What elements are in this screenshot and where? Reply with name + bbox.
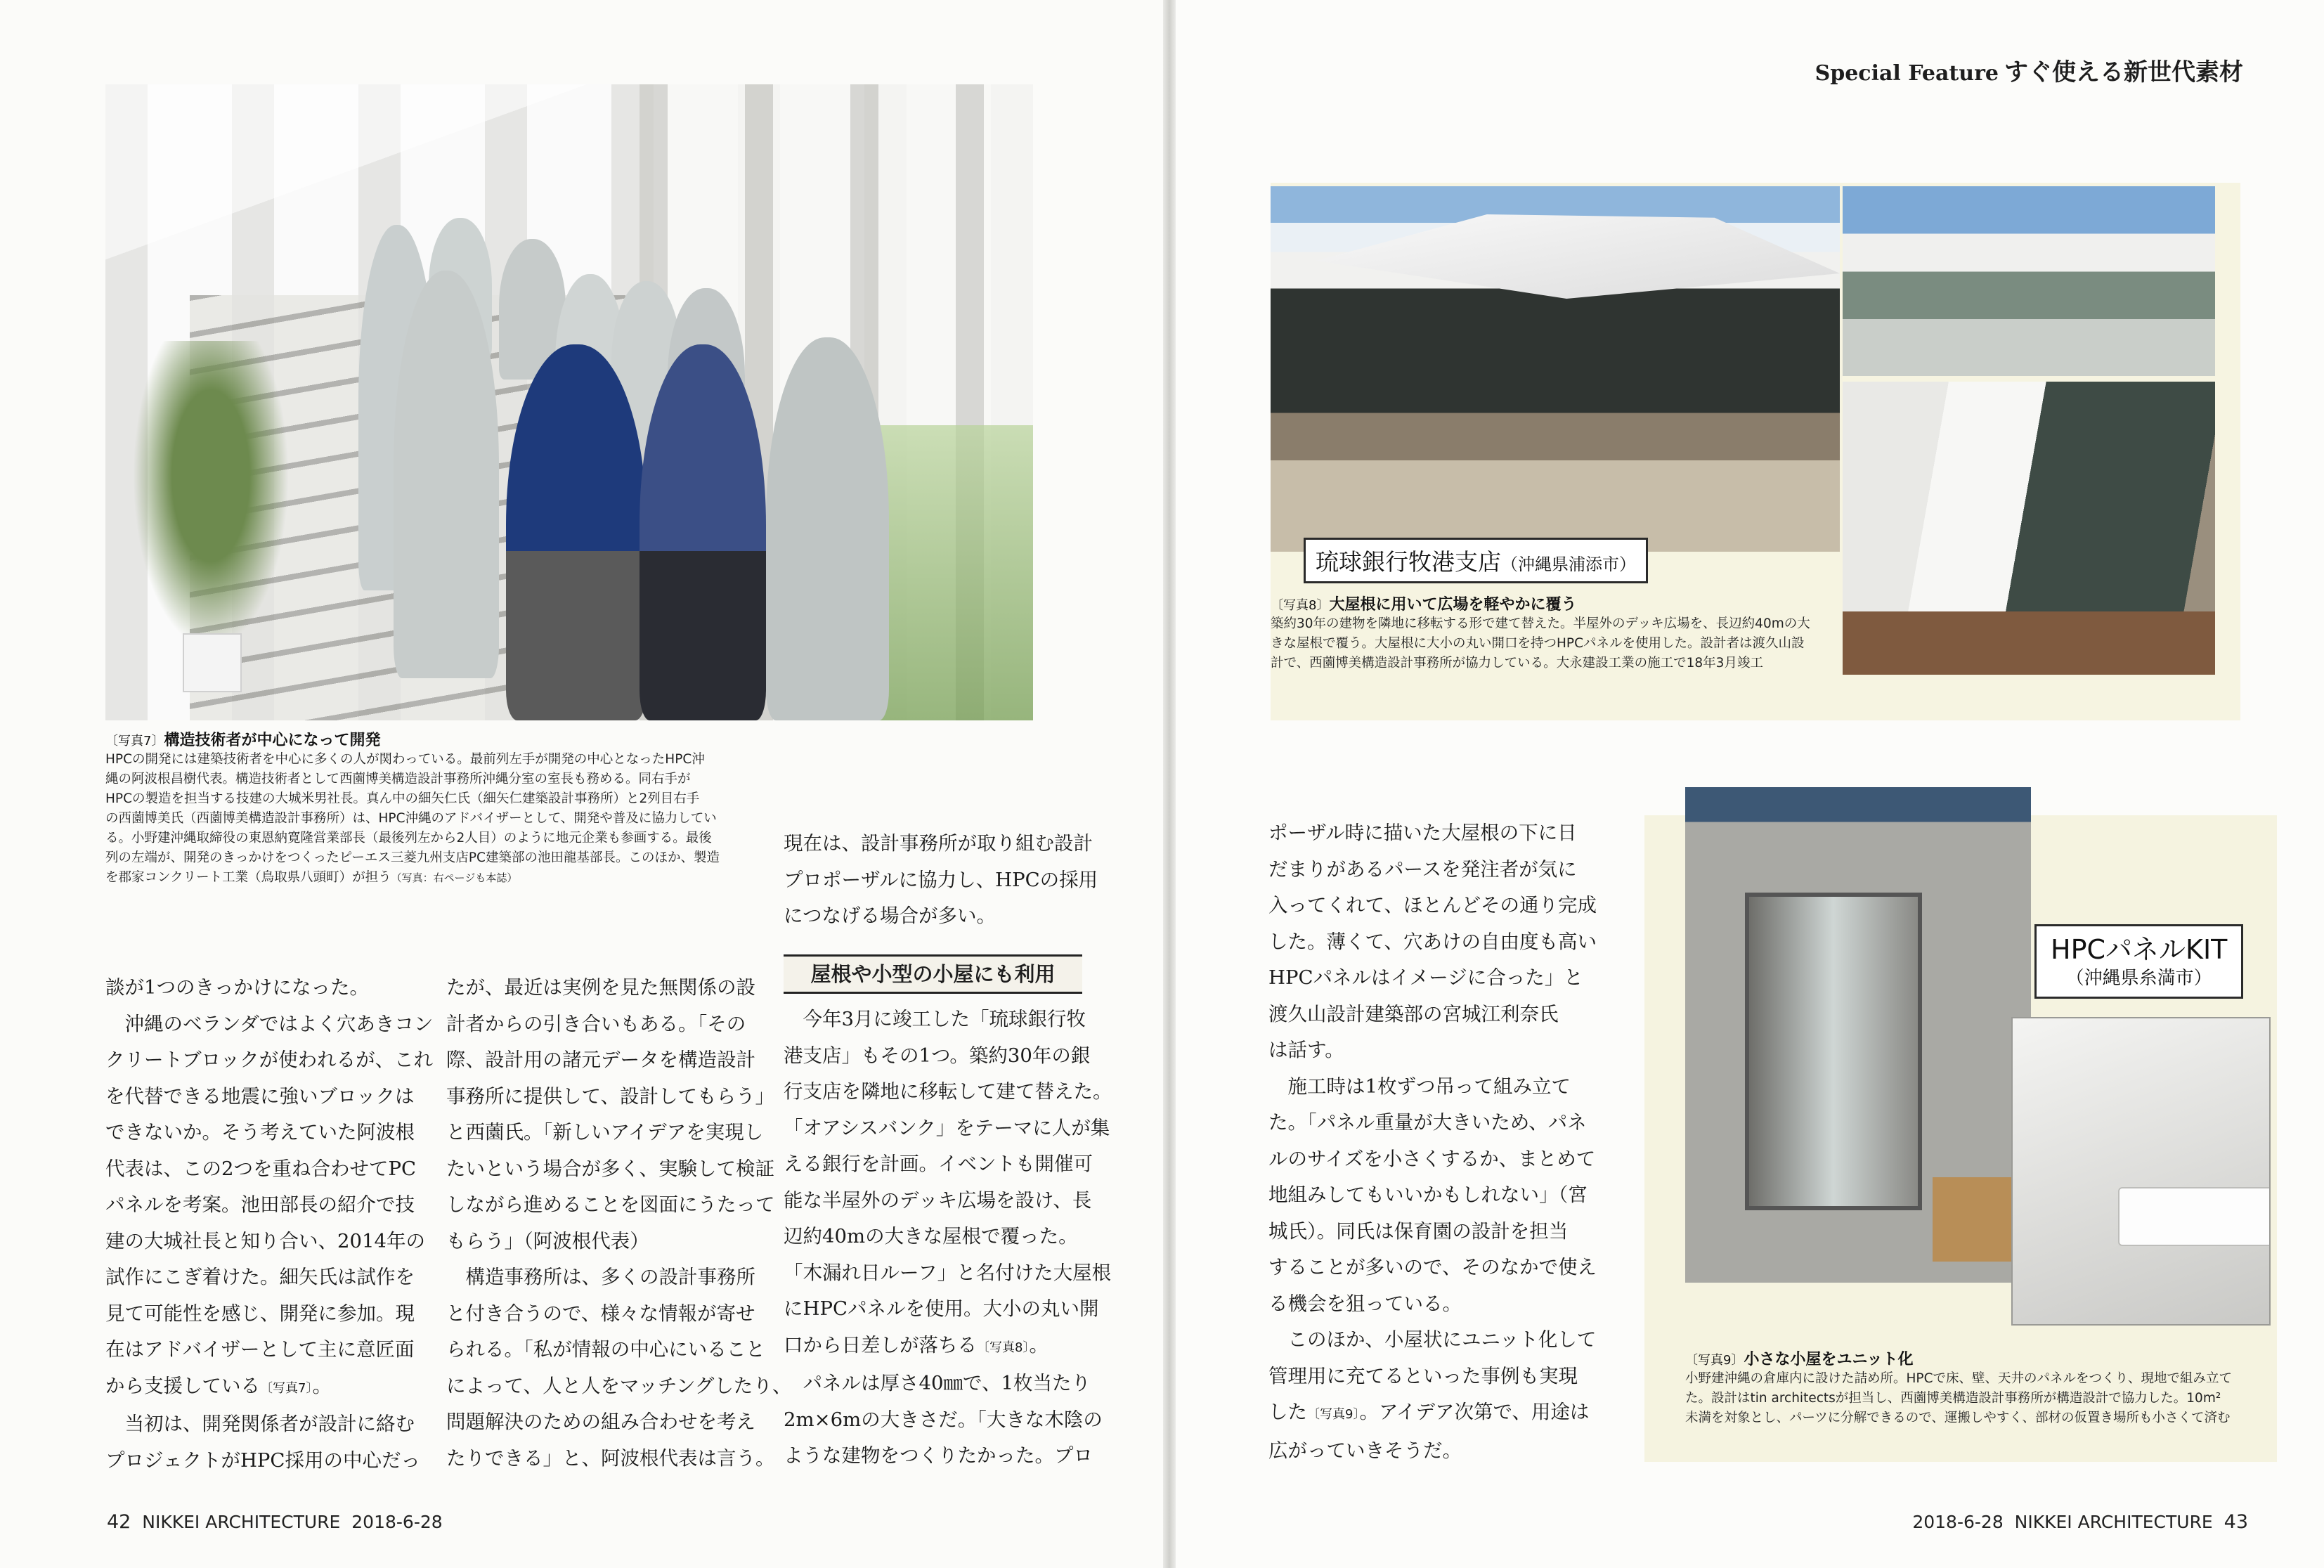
body-line: 今年3月に竣工した「琉球銀行牧 — [784, 1008, 1086, 1030]
body-line: 建の大城社長と知り合い、2014年の — [105, 1229, 425, 1252]
section-subheading: 屋根や小型の小屋にも利用 — [784, 954, 1082, 994]
body-line: 2m×6mの大きさだ。「大きな木陰の — [784, 1408, 1103, 1431]
product-location: （沖縄県糸満市） — [2065, 967, 2212, 989]
body-column-3-top — [784, 826, 1098, 935]
caption-title: 構造技術者が中心になって開発 — [164, 732, 381, 749]
caption-line: 築約30年の建物を隣地に移転する形で建て替えた。半屋外のデッキ広場を、長辺約40mの大 — [1271, 616, 1810, 631]
body-line: プロジェクトがHPC採用の中心だっ — [105, 1449, 420, 1472]
photo-reference: 〔写真8〕 — [977, 1340, 1030, 1355]
caption-body — [1271, 614, 1833, 673]
photo-reference: 〔写真7〕 — [260, 1380, 313, 1396]
body-line: することが多いので、そのなかで使え — [1268, 1256, 1597, 1278]
body-line: られる。「私が情報の中心にいること — [446, 1338, 765, 1361]
body-line: 代表は、この2つを重ね合わせてPC — [105, 1157, 417, 1180]
body-line: 計者からの引き合いもある。「その — [446, 1012, 746, 1035]
plant-pot — [183, 633, 242, 692]
photo-reference: 〔写真9〕 — [1307, 1407, 1360, 1422]
body-line: によって、人と人をマッチングしたり、 — [446, 1374, 792, 1397]
body-line: プロポーザルに協力し、HPCの採用 — [784, 868, 1098, 891]
body-line: 地組みしてもいいかもしれない」（宮 — [1268, 1184, 1588, 1206]
body-column-4 — [1268, 815, 1597, 1469]
body-line: HPCパネルはイメージに合った」と — [1268, 966, 1583, 989]
body-line: える銀行を計画。イベントも開催可 — [784, 1153, 1093, 1175]
body-line: 広がっていきそうだ。 — [1268, 1439, 1462, 1462]
folio-left — [107, 1511, 443, 1533]
caption-line: 縄の阿波根昌樹代表。構造技術者として西薗博美構造設計事務所沖縄分室の室長も務める。同右手が — [105, 772, 691, 786]
caption-line: の西薗博美氏（西薗博美構造設計事務所）は、HPC沖縄のアドバイザーとして、開発や普及に協力してい — [105, 811, 717, 826]
caption-number: 〔写真9〕 — [1685, 1353, 1744, 1368]
photo-credit: （写真：右ページも本誌） — [391, 872, 518, 884]
hut-door — [1745, 893, 1922, 1210]
caption-heading — [1271, 592, 1833, 614]
person — [506, 344, 647, 720]
caption-photo9 — [1685, 1347, 2290, 1428]
body-line: 問題解決のための組み合わせを考え — [446, 1411, 755, 1433]
body-line: だまりがあるパースを発注者が気に — [1268, 857, 1577, 881]
air-conditioner — [2118, 1187, 2271, 1246]
caption-line: 小野建沖縄の倉庫内に設けた詰め所。HPCで床、壁、天井のパネルをつくり、現地で組み立て — [1685, 1371, 2232, 1386]
caption-heading — [105, 728, 731, 750]
body-line: パネルを考案。池田部長の紹介で技 — [105, 1193, 415, 1216]
body-line: たいという場合が多く、実験して検証 — [446, 1157, 774, 1180]
page-number: 43 — [2224, 1511, 2248, 1533]
issue-date: 2018-6-28 — [1912, 1512, 2004, 1532]
body-line: 試作にこぎ着けた。細矢氏は試作を — [105, 1266, 415, 1288]
caption-number: 〔写真8〕 — [1271, 598, 1330, 613]
body-column-3 — [784, 1002, 1112, 1475]
caption-line: 列の左端が、開発のきっかけをつくったピーエス三菱九州支店PC建築部の池田龍基部長。このほか、製造 — [105, 850, 720, 865]
body-line: 当初は、開発関係者が設計に絡む — [105, 1413, 415, 1435]
body-text: した — [1268, 1401, 1307, 1423]
person — [640, 344, 766, 720]
body-line — [784, 1328, 1093, 1366]
person — [766, 337, 889, 720]
body-line: 「木漏れ日ルーフ」と名付けた大屋根 — [784, 1261, 1112, 1284]
header-japanese: すぐ使える新世代素材 — [2004, 58, 2243, 86]
body-line: クリートブロックが使われるが、これ — [105, 1049, 434, 1071]
body-line: たが、最近は実例を見た無関係の設 — [446, 976, 755, 999]
body-line: ポーザル時に描いた大屋根の下に日 — [1268, 822, 1577, 844]
body-line: 沖縄のベランダではよく穴あきコン — [105, 1012, 434, 1035]
issue-date: 2018-6-28 — [351, 1512, 443, 1532]
photo-hpc-panel-hut — [1685, 787, 2031, 1283]
body-line: 構造事務所は、多くの設計事務所 — [446, 1266, 755, 1288]
building-location: （沖縄県浦添市） — [1501, 555, 1636, 574]
body-line: 施工時は1枚ずつ吊って組み立て — [1268, 1075, 1571, 1098]
caption-line: HPCの製造を担当する技建の大城米男社長。真ん中の細矢仁氏（細矢仁建築設計事務所）と2列目右手 — [105, 791, 700, 806]
body-line: 能な半屋外のデッキ広場を設け、長 — [784, 1188, 1092, 1212]
body-line: もらう」（阿波根代表） — [446, 1229, 649, 1252]
body-line: 見て可能性を感じ、開発に参加。現 — [105, 1302, 415, 1325]
body-line — [105, 1368, 408, 1407]
caption-line: 未満を対象とし、パーツに分解できるので、運搬しやすく、部材の仮置き場所も小さくて済む — [1685, 1411, 2231, 1425]
body-line: 行支店を隣地に移転して建て替えた。 — [784, 1080, 1112, 1103]
body-text: 口から日差しが落ちる — [784, 1333, 977, 1356]
body-text: 。 — [1029, 1333, 1049, 1356]
caption-line: 計で、西薗博美構造設計事務所が協力している。大永建設工業の施工で18年3月竣工 — [1271, 656, 1763, 670]
photo-bank-branch-exterior — [1271, 186, 1840, 552]
deck-plaza — [1843, 611, 2215, 675]
caption-number: 〔写真7〕 — [105, 734, 164, 749]
page-number: 42 — [107, 1511, 131, 1533]
caption-line — [105, 868, 731, 888]
body-text: 。アイデア次第で、用途は — [1359, 1401, 1590, 1423]
building-name: 琉球銀行牧港支店 — [1316, 548, 1501, 576]
body-line: 管理用に充てるといった事例も実現 — [1268, 1364, 1578, 1387]
section-header — [1815, 53, 2243, 87]
caption-title: 小さな小屋をユニット化 — [1744, 1351, 1914, 1368]
body-line: につなげる場合が多い。 — [784, 905, 996, 927]
photo-bank-branch-from-overpass — [1843, 186, 2215, 376]
body-line: る機会を狙っている。 — [1268, 1292, 1462, 1315]
page-gutter — [1163, 0, 1176, 1568]
caption-title: 大屋根に用いて広場を軽やかに覆う — [1329, 596, 1577, 614]
body-line: にHPCパネルを使用。大小の丸い開 — [784, 1297, 1099, 1320]
body-line: 事務所に提供して、設計してもらう」 — [446, 1084, 774, 1108]
body-line: した。薄くて、穴あけの自由度も高い — [1268, 930, 1597, 953]
body-line: ような建物をつくりたかった。プロ — [784, 1444, 1093, 1467]
body-line: ルのサイズを小さくするか、まとめて — [1268, 1147, 1596, 1170]
body-line: 在はアドバイザーとして主に意匠面 — [105, 1338, 415, 1361]
header-english: Special Feature — [1815, 61, 1999, 86]
caption-body — [1685, 1369, 2290, 1428]
cardboard-boxes — [1933, 1177, 2017, 1262]
body-line: は話す。 — [1268, 1039, 1344, 1061]
body-line — [1268, 1394, 1590, 1433]
body-line: 「オアシスバンク」をテーマに人が集 — [784, 1116, 1110, 1139]
body-line: と付き合うので、様々な情報が寄せ — [446, 1302, 755, 1325]
body-column-1 — [105, 970, 434, 1479]
body-line: 辺約40mの大きな屋根で覆った。 — [784, 1225, 1078, 1248]
body-text: から支援している — [105, 1374, 260, 1397]
photo-engineers-on-stairs — [105, 84, 1033, 720]
body-column-2 — [446, 970, 792, 1477]
product-name: HPCパネルKIT — [2051, 934, 2228, 965]
photo-hut-interior-ceiling — [2011, 1017, 2271, 1326]
caption-line: きな屋根で覆う。大屋根に大小の丸い開口を持つHPCパネルを使用した。設計者は渡久山設 — [1271, 636, 1805, 651]
caption-photo8 — [1271, 592, 1833, 673]
body-text: 。 — [312, 1374, 332, 1397]
body-line: 港支店」もその1つ。築約30年の銀 — [784, 1044, 1091, 1067]
body-line: 入ってくれて、ほとんどその通り完成 — [1268, 894, 1597, 916]
photo9-label — [2034, 924, 2243, 999]
body-line: パネルは厚さ40㎜で、1枚当たり — [784, 1372, 1091, 1394]
body-line: 際、設計用の諸元データを構造設計 — [446, 1049, 755, 1071]
magazine-title: NIKKEI ARCHITECTURE — [142, 1512, 341, 1532]
caption-line: HPCの開発には建築技術者を中心に多くの人が関わっている。最前列左手が開発の中心となったHPC沖 — [105, 752, 705, 767]
body-line: 城氏）。同氏は保育園の設計を担当 — [1268, 1219, 1569, 1243]
body-line: 渡久山設計建築部の宮城江利奈氏 — [1268, 1002, 1559, 1025]
caption-line: る。小野建沖縄取締役の東恩納寛隆営業部長（最後列左から2人目）のように地元企業も参画する。最後 — [105, 831, 712, 845]
folio-right — [1912, 1511, 2248, 1533]
photo-bank-roof-underside — [1843, 382, 2215, 675]
body-line: た。「パネル重量が大きいため、パネ — [1268, 1111, 1587, 1134]
caption-line: た。設計はtin architectsが担当し、西薗博美構造設計事務所が構造設計で協力した。10m² — [1685, 1391, 2221, 1406]
body-line: と西薗氏。「新しいアイデアを実現し — [446, 1121, 764, 1143]
body-line: しながら進めることを図面にうたって — [446, 1193, 775, 1216]
person — [394, 271, 499, 678]
potted-tree — [119, 341, 302, 678]
group-of-engineers — [344, 204, 977, 720]
body-line: このほか、小屋状にユニット化して — [1268, 1328, 1597, 1351]
body-line: 現在は、設計事務所が取り組む設計 — [784, 832, 1093, 855]
body-line: 談が1つのきっかけになった。 — [105, 976, 369, 999]
caption-heading — [1685, 1347, 2290, 1369]
photo8-label — [1304, 538, 1648, 583]
caption-photo7 — [105, 728, 731, 888]
magazine-title: NIKKEI ARCHITECTURE — [2014, 1512, 2213, 1532]
caption-body — [105, 750, 731, 888]
body-line: を代替できる地震に強いブロックは — [105, 1084, 415, 1108]
body-line: できないか。そう考えていた阿波根 — [105, 1121, 415, 1143]
body-line: たりできる」と、阿波根代表は言う。 — [446, 1446, 775, 1470]
caption-text: を郡家コンクリート工業（鳥取県八頭町）が担う — [105, 870, 391, 885]
large-roof — [1271, 214, 1840, 299]
